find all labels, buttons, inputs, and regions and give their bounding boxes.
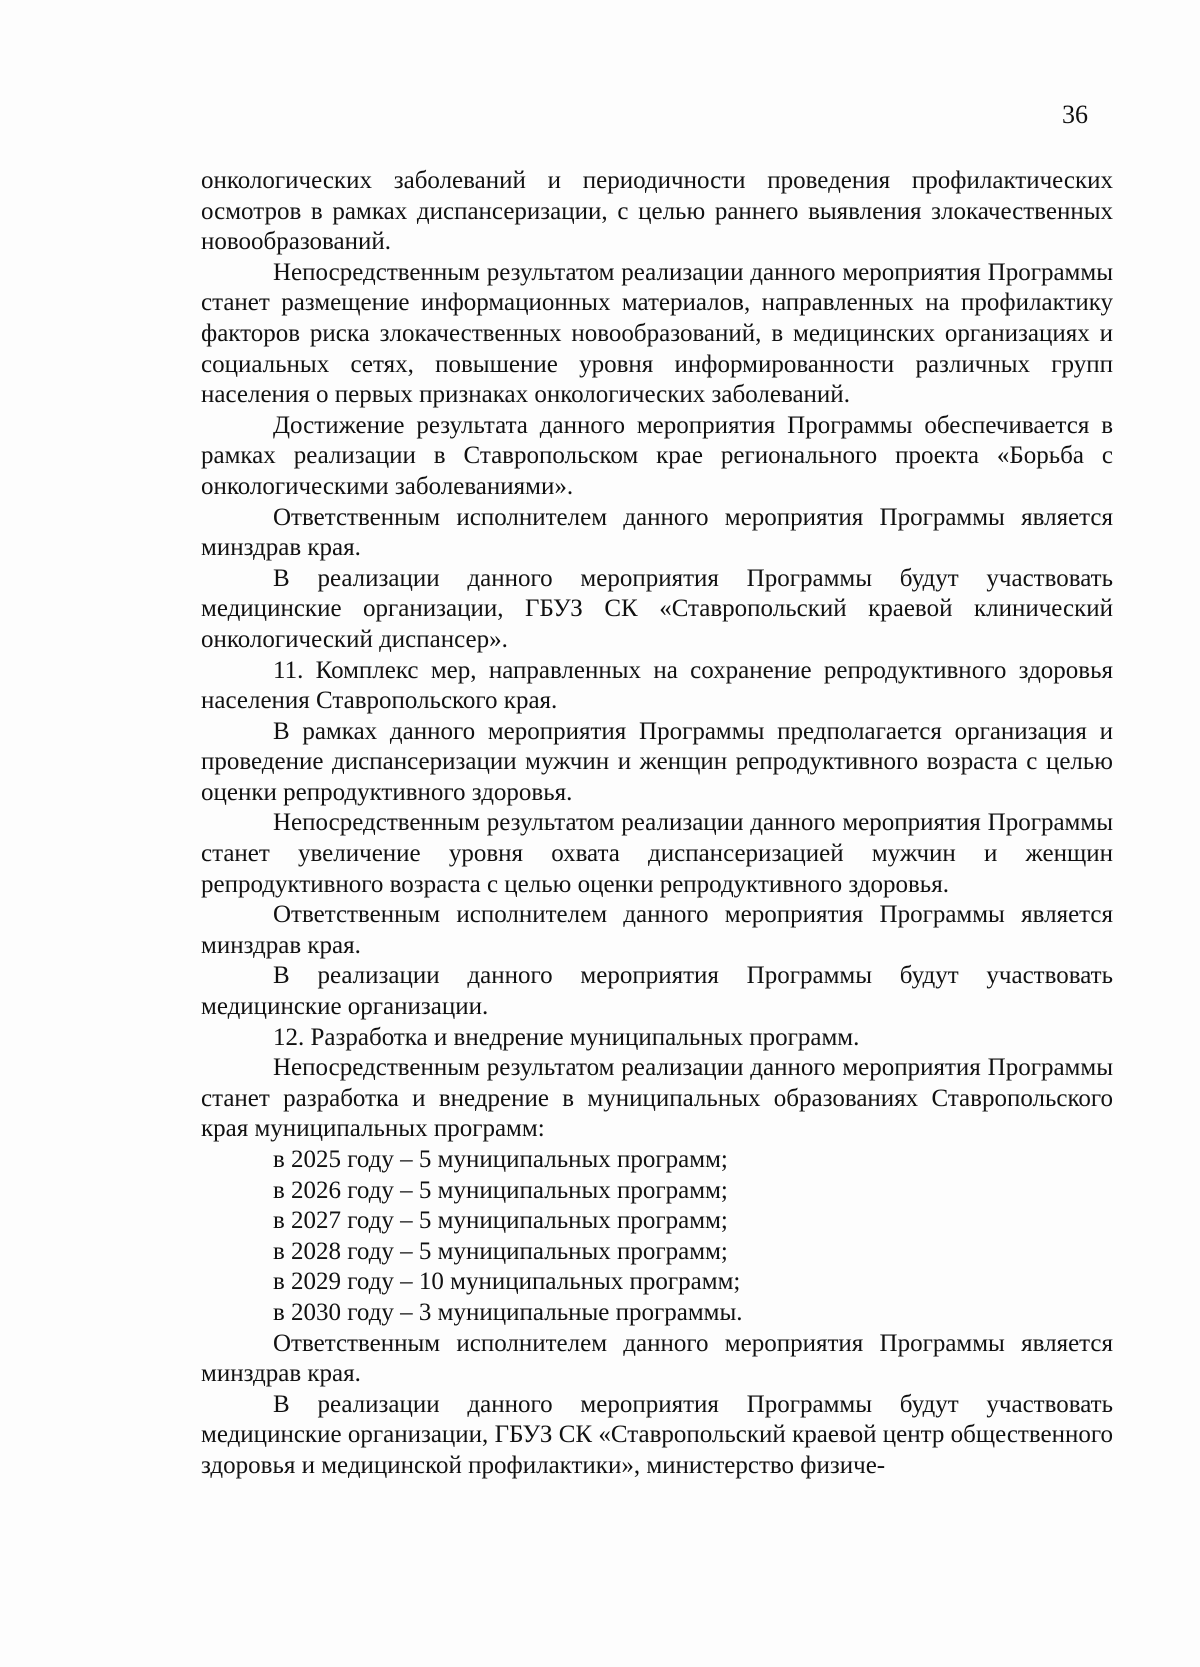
- paragraph: Ответственным исполнителем данного мероприятия Программы является минздрав края.: [201, 503, 1113, 562]
- paragraph: Непосредственным результатом реализации данного мероприятия Программы станет разработка и внедрение в муниципальных образованиях Ставропольского края муниципальных программ:: [201, 1054, 1113, 1143]
- paragraph: В реализации данного мероприятия Программы будут участвовать медицинские организации, ГБУЗ СК «Ставропольский краевой центр общественного здоровья и медицинской профилактики», министерство физиче-: [201, 1390, 1113, 1479]
- paragraph: Непосредственным результатом реализации данного мероприятия Программы станет размещение информационных материалов, направленных на профилактику факторов риска злокачественных новообразований, в медицинских организациях и социальных сетях, повышение уровня информированности различных групп населения о первых признаках онкологических заболеваний.: [201, 258, 1113, 409]
- paragraph: Непосредственным результатом реализации данного мероприятия Программы станет увеличение уровня охвата диспансеризацией мужчин и женщин репродуктивного возраста с целью оценки репродуктивного здоровья.: [201, 809, 1113, 898]
- paragraph: Ответственным исполнителем данного мероприятия Программы является минздрав края.: [201, 901, 1113, 959]
- section-heading-11: 11. Комплекс мер, направленных на сохранение репродуктивного здоровья населения Ставропольского края.: [201, 656, 1113, 715]
- list-item: в 2027 году – 5 муниципальных программ;: [273, 1207, 728, 1235]
- paragraph: В рамках данного мероприятия Программы предполагается организация и проведение диспансеризации мужчин и женщин репродуктивного возраста с целью оценки репродуктивного здоровья.: [201, 717, 1113, 806]
- list-item: в 2030 году – 3 муниципальные программы.: [273, 1298, 743, 1326]
- list-item: в 2029 году – 10 муниципальных программ;: [273, 1268, 741, 1296]
- list-item: в 2025 году – 5 муниципальных программ;: [273, 1146, 728, 1173]
- paragraph: онкологических заболеваний и периодичности проведения профилактических осмотров в рамках диспансеризации, с целью раннего выявления злокачественных новообразований.: [201, 167, 1113, 256]
- list-item: в 2026 году – 5 муниципальных программ;: [273, 1176, 728, 1204]
- page-number: 36: [1062, 100, 1088, 129]
- paragraph: В реализации данного мероприятия Программы будут участвовать медицинские организации, ГБУЗ СК «Ставропольский краевой клинический онкологический диспансер».: [201, 564, 1113, 653]
- paragraph: Достижение результата данного мероприятия Программы обеспечивается в рамках реализации в Ставропольском крае регионального проекта «Борьба с онкологическими заболеваниями».: [201, 411, 1113, 500]
- paragraph: В реализации данного мероприятия Программы будут участвовать медицинские организации.: [201, 962, 1113, 1021]
- list-item: в 2028 году – 5 муниципальных программ;: [273, 1237, 728, 1265]
- document-body: [201, 166, 1113, 1482]
- section-heading-12: 12. Разработка и внедрение муниципальных программ.: [273, 1023, 860, 1051]
- paragraph: Ответственным исполнителем данного мероприятия Программы является минздрав края.: [201, 1329, 1113, 1388]
